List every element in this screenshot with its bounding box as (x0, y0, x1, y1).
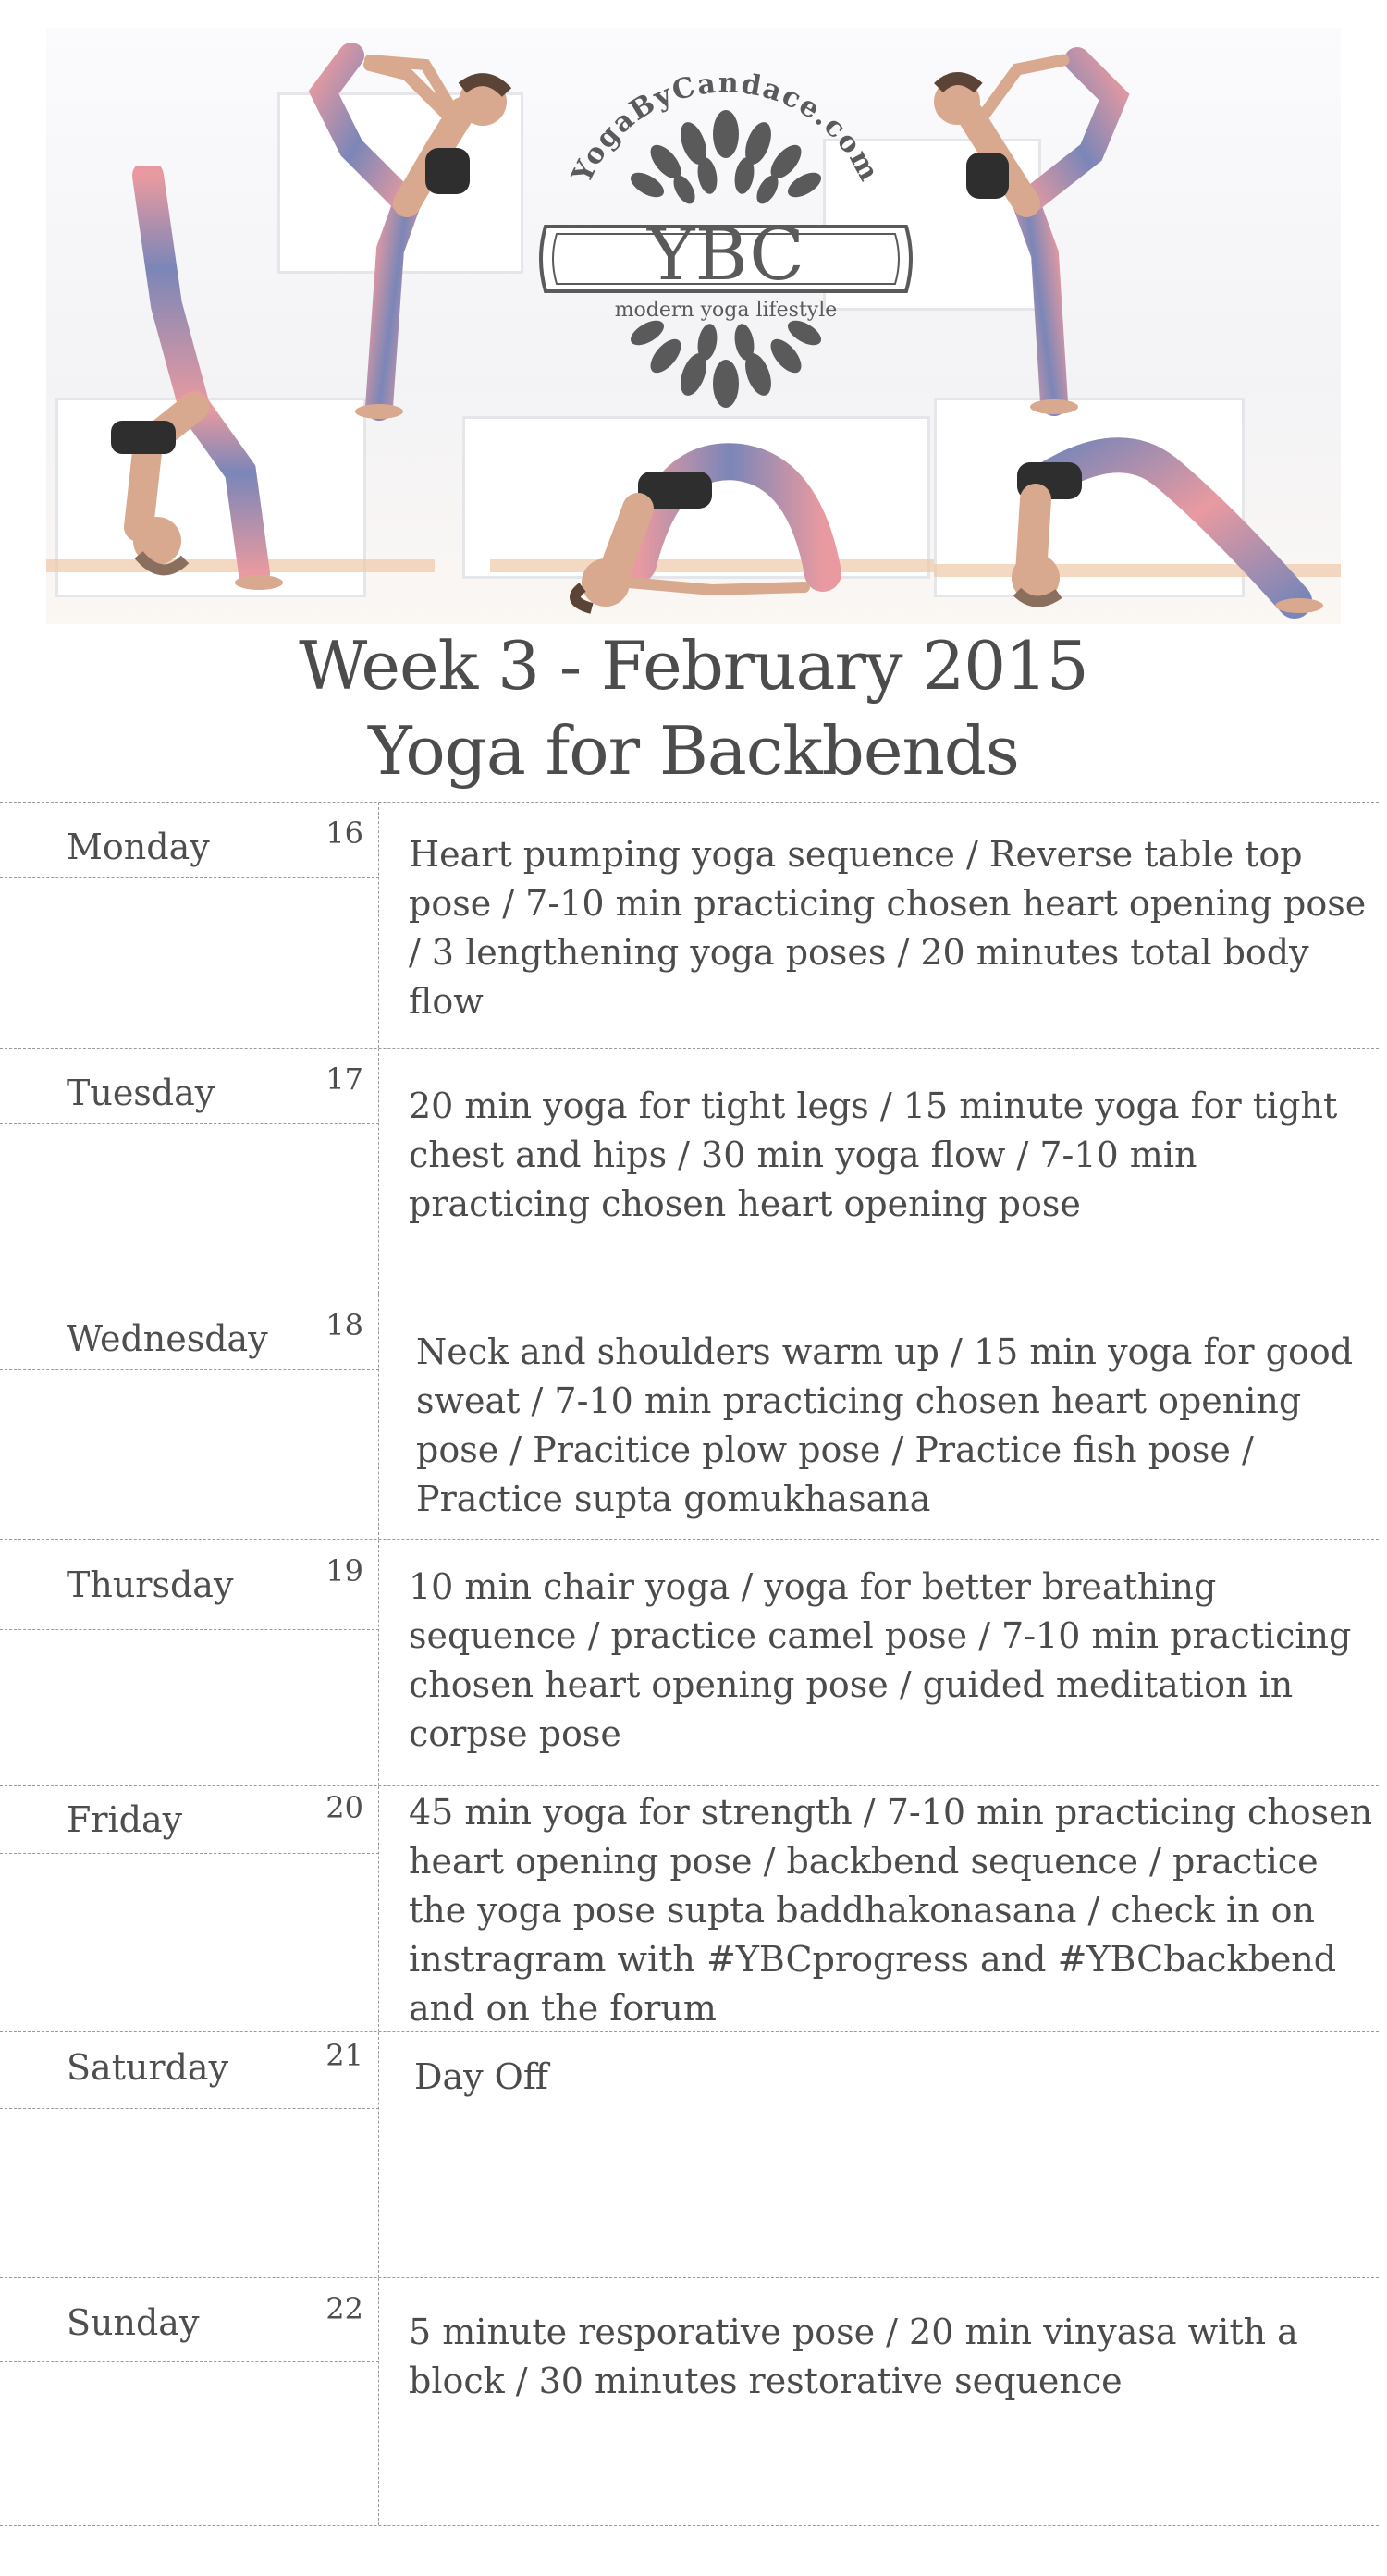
day-date: 18 (325, 1307, 363, 1343)
day-name: Sunday (67, 2302, 200, 2343)
day-cell (0, 803, 379, 1048)
day-cell (0, 2278, 379, 2525)
day-activities: 10 min chair yoga / yoga for better breathing sequence / practice camel pose / 7-10 min practicing chosen heart opening pose / guided meditation in corpse pose (409, 1566, 1352, 1754)
row-divider (0, 877, 379, 878)
day-cell (0, 1786, 379, 2031)
row-divider (0, 2361, 379, 2362)
day-name: Tuesday (67, 1073, 215, 1113)
day-activities: 45 min yoga for strength / 7-10 min practicing chosen heart opening pose / backbend sequence / practice the yoga pose supta baddhakonasana / check in on instragram with #YBCprogress and #YBCbackbend and on the forum (409, 1792, 1373, 2029)
yoga-dancer-pose-mirrored-image (915, 32, 1156, 421)
day-name: Thursday (67, 1564, 234, 1605)
ybc-logo (518, 65, 934, 453)
yoga-standing-split-image (83, 166, 324, 610)
day-activities: 5 minute resporative pose / 20 min vinyasa with a block / 30 minutes restorative sequence (409, 2312, 1298, 2401)
page-title-week: Week 3 - February 2015 (299, 627, 1088, 705)
schedule-row-sunday (0, 2278, 1379, 2526)
page-title-theme: Yoga for Backbends (368, 712, 1019, 790)
day-activities: 20 min yoga for tight legs / 15 minute yoga for tight chest and hips / 30 min yoga flow / 7-10 min practicing chosen heart opening pose (409, 1086, 1338, 1224)
yoga-forearm-wheel-image (980, 416, 1341, 619)
day-activities: Neck and shoulders warm up / 15 min yoga for good sweat / 7-10 min practicing chosen heart opening pose / Pracitice plow pose / Practice fish pose / Practice supta gomukhasana (416, 1331, 1354, 1519)
day-date: 19 (325, 1553, 363, 1589)
schedule-row-saturday (0, 2032, 1379, 2278)
day-date: 20 (325, 1790, 363, 1825)
header-photo-collage (46, 28, 1341, 624)
day-cell (0, 1294, 379, 1539)
svg-text:modern yoga lifestyle: modern yoga lifestyle (614, 299, 838, 322)
schedule-row-thursday (0, 1540, 1379, 1786)
day-activities: Day Off (414, 2056, 548, 2097)
day-activities: Heart pumping yoga sequence / Reverse table top pose / 7-10 min practicing chosen heart opening pose / 3 lengthening yoga poses / 20 minutes total body flow (409, 834, 1367, 1022)
row-divider (0, 1123, 379, 1124)
day-name: Wednesday (67, 1319, 268, 1359)
row-divider (0, 1369, 379, 1370)
svg-text:YogaByCandace.com: YogaByCandace.com (566, 67, 886, 189)
schedule-row-wednesday (0, 1294, 1379, 1540)
row-divider (0, 2108, 379, 2109)
weekly-schedule-table (0, 802, 1379, 2526)
day-date: 17 (325, 1061, 363, 1097)
row-divider (0, 1853, 379, 1854)
day-cell (0, 2032, 379, 2277)
schedule-row-monday (0, 803, 1379, 1049)
day-cell (0, 1540, 379, 1785)
day-date: 22 (325, 2291, 363, 2326)
schedule-row-tuesday (0, 1049, 1379, 1294)
yoga-backbend-pose-image (527, 425, 878, 619)
day-date: 21 (325, 2038, 363, 2073)
schedule-row-friday (0, 1786, 1379, 2032)
row-divider (0, 1629, 379, 1630)
day-cell (0, 1049, 379, 1294)
day-name: Saturday (67, 2047, 229, 2088)
day-name: Monday (67, 827, 210, 867)
day-name: Friday (67, 1799, 183, 1840)
day-date: 16 (325, 816, 363, 851)
svg-text:YBC: YBC (647, 214, 804, 297)
